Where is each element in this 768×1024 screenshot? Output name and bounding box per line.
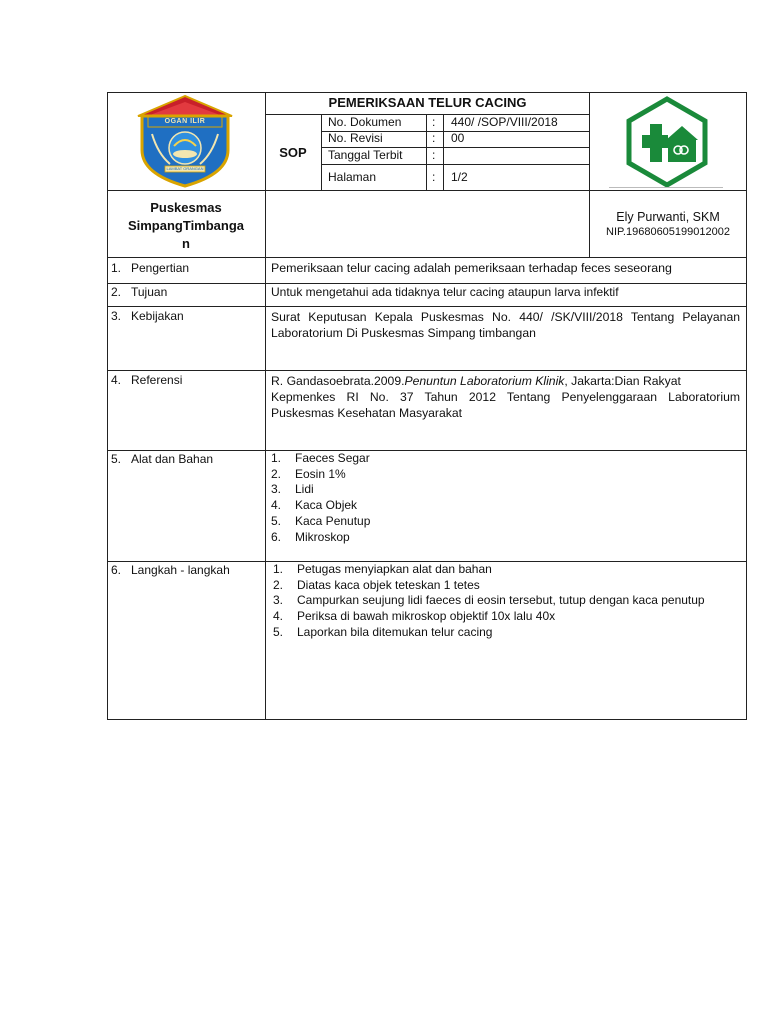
list-item: 6. Mikroskop [271,529,350,544]
meta-label: No. Revisi [328,131,383,145]
signer-name: Ely Purwanti, SKM [616,210,720,224]
section-text: Untuk mengetahui ada tidaknya telur cacing ataupun larva infektif [271,285,619,299]
section-number: 5. [111,452,122,466]
meta-value: 1/2 [451,170,468,184]
meta-row-divider-3 [321,164,590,165]
meta-label: Tanggal Terbit [328,148,403,162]
list-item: 2. Diatas kaca objek teteskan 1 tetes [273,577,480,592]
section-label: Langkah - langkah [131,563,230,577]
meta-label: No. Dokumen [328,115,402,129]
org-name-line: Puskesmas [150,200,222,215]
list-item: 3. Lidi [271,482,314,497]
table-border-right [746,92,747,720]
meta-separator: : [432,131,436,145]
logo-underline [609,187,723,188]
list-item: 4. Kaca Objek [271,498,358,513]
list-item: 5. Kaca Penutup [271,513,371,528]
puskesmas-logo [620,96,714,190]
list-item: 1. Petugas menyiapkan alat dan bahan [273,562,492,576]
meta-col-divider-sep [443,114,444,191]
org-name-line: n [182,236,190,251]
logo-banner-text: OGAN ILIR [164,118,206,125]
section-number: 6. [111,563,122,577]
meta-separator: : [432,170,436,184]
section-number: 2. [111,285,122,299]
section-text: Pemeriksaan telur cacing adalah pemeriksaan terhadap feces seseorang [271,261,672,275]
section-label: Referensi [131,373,183,387]
header-bottom-divider [107,190,747,191]
section-label: Alat dan Bahan [131,452,214,466]
table-border-left [107,92,108,720]
list-item: 1. Faeces Segar [271,451,370,465]
org-name [107,199,265,253]
signer-nip: NIP.19680605199012002 [606,226,730,238]
row-divider-3 [107,370,747,371]
row-divider-1 [107,283,747,284]
meta-value: 00 [451,131,465,145]
section-number: 3. [111,309,122,323]
list-item: 3. Campurkan seujung lidi faeces di eosin tersebut, tutup dengan kaca penutup [273,593,705,608]
meta-separator: : [432,115,436,129]
column-divider-main [265,92,266,720]
steps-list [273,562,740,641]
meta-col-divider-label [426,114,427,191]
reference-item: Kepmenkes RI No. 37 Tahun 2012 Tentang Penyelenggaraan Laboratorium Puskesmas Kesehatan Masyarakat [271,390,740,420]
org-name-line: SimpangTimbanga [127,218,245,233]
section-number: 4. [111,373,122,387]
section-text: Surat Keputusan Kepala Puskesmas No. 440/ /SK/VIII/2018 Tentang Pelayanan Laboratorium Di Puskesmas Simpang timbangan [271,310,740,340]
section-label: Tujuan [131,285,168,299]
section-label: Kebijakan [131,309,184,323]
table-border-top [107,92,747,93]
list-item: 4. Periksa di bawah mikroskop objektif 10x lalu 40x [273,609,556,624]
table-border-bottom [107,719,747,720]
reference-item: R. Gandasoebrata.2009.Penuntun Laboratorium Klinik, Jakarta:Dian Rakyat [271,374,681,388]
meta-value: 440/ /SOP/VIII/2018 [451,115,558,129]
reference-book-title: Penuntun Laboratorium Klinik [404,374,565,388]
logo-ribbon-text: LAMBAT ORANGAN [166,166,204,171]
list-item: 5. Laporkan bila ditemukan telur cacing [273,624,493,639]
meta-col-divider-sop [321,114,322,191]
reference-list [271,373,740,421]
ogan-ilir-logo [134,94,236,188]
meta-label: Halaman [328,170,377,184]
section-label: Pengertian [131,261,190,275]
row-divider-org [107,257,747,258]
meta-separator: : [432,148,436,162]
document-title: PEMERIKSAAN TELUR CACING [328,95,527,110]
list-item: 2. Eosin 1% [271,466,346,481]
sop-label: SOP [279,145,307,160]
row-divider-2 [107,306,747,307]
section-number: 1. [111,261,122,275]
materials-list [271,451,740,545]
